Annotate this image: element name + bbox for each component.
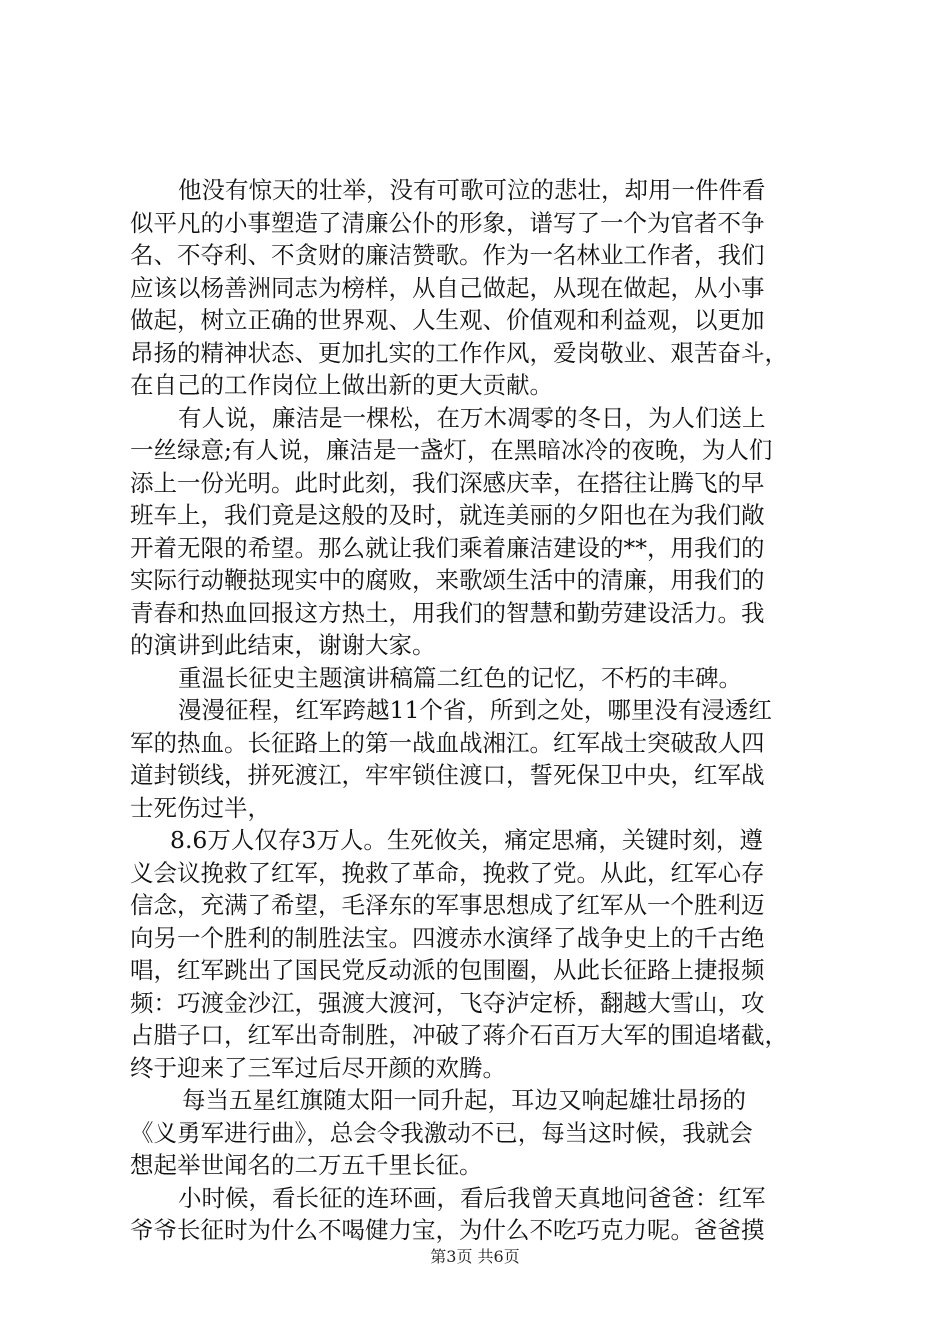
text-line: 班车上，我们竟是这般的及时，就连美丽的夕阳也在为我们敞 [130,501,765,529]
page-number-footer: 第3页 共6页 [430,1247,520,1266]
text-line: 实际行动鞭挞现实中的腐败，来歌颂生活中的清廉，用我们的 [130,566,765,594]
text-line: 在自己的工作岗位上做出新的更大贡献。 [130,371,553,399]
text-line: 开着无限的希望。那么就让我们乘着廉洁建设的**，用我们的 [130,533,765,562]
text-line: 道封锁线，拼死渡江，牢牢锁住渡口，誓死保卫中央，红军战 [130,761,765,789]
text-line: 信念，充满了希望，毛泽东的军事思想成了红军从一个胜利迈 [130,891,765,919]
text-line: 频：巧渡金沙江，强渡大渡河，飞夺泸定桥，翻越大雪山，攻 [130,988,765,1017]
text-line: 添上一份光明。此时此刻，我们深感庆幸，在搭往让腾飞的早 [130,468,765,497]
text-line: 向另一个胜利的制胜法宝。四渡赤水演绎了战争史上的千古绝 [130,923,765,952]
text-line: 想起举世闻名的二万五千里长征。 [130,1151,483,1179]
text-line: 爷爷长征时为什么不喝健力宝，为什么不吃巧克力呢。爸爸摸 [130,1216,765,1244]
text-line: 应该以杨善洲同志为榜样，从自己做起，从现在做起，从小事 [130,273,765,302]
text-line: 昂扬的精神状态、更加扎实的工作作风，爱岗敬业、艰苦奋斗， [130,338,788,367]
text-line: 漫漫征程，红军跨越11个省，所到之处，哪里没有浸透红 [178,696,772,724]
section-heading-line: 重温长征史主题演讲稿篇二红色的记忆，不朽的丰碑。 [178,663,742,692]
text-line: 一丝绿意;有人说，廉洁是一盏灯，在黑暗冰冷的夜晚，为人们 [130,436,773,464]
text-line: 军的热血。长征路上的第一战血战湘江。红军战士突破敌人四 [130,728,765,757]
text-line: 小时候，看长征的连环画，看后我曾天真地问爸爸：红军 [178,1183,766,1212]
text-line: 8.6万人仅存3万人。生死攸关，痛定思痛，关键时刻，遵 [170,826,763,854]
text-line: 义会议挽救了红军，挽救了革命，挽救了党。从此，红军心存 [130,858,765,887]
text-line: 占腊子口，红军出奇制胜，冲破了蒋介石百万大军的围追堵截， [130,1021,788,1049]
text-line: 名、不夺利、不贪财的廉洁赞歌。作为一名林业工作者，我们 [130,241,765,269]
text-line: 士死伤过半， [130,793,271,822]
text-line: 有人说，廉洁是一棵松，在万木凋零的冬日，为人们送上 [178,403,766,432]
text-line: 《义勇军进行曲》，总会令我激动不已，每当这时候，我就会 [130,1118,753,1147]
text-line: 他没有惊天的壮举，没有可歌可泣的悲壮，却用一件件看 [178,176,766,204]
text-line: 青春和热血回报这方热土，用我们的智慧和勤劳建设活力。我 [130,598,765,627]
text-line: 做起，树立正确的世界观、人生观、价值观和利益观，以更加 [130,306,765,334]
document-body [130,174,830,1247]
text-line: 的演讲到此结束，谢谢大家。 [130,631,436,659]
text-line: 每当五星红旗随太阳一同升起，耳边又响起雄壮昂扬的 [182,1086,746,1114]
text-line: 唱，红军跳出了国民党反动派的包围圈，从此长征路上捷报频 [130,956,765,984]
text-line: 似平凡的小事塑造了清廉公仆的形象，谱写了一个为官者不争 [130,208,765,237]
text-line: 终于迎来了三军过后尽开颜的欢腾。 [130,1053,506,1082]
